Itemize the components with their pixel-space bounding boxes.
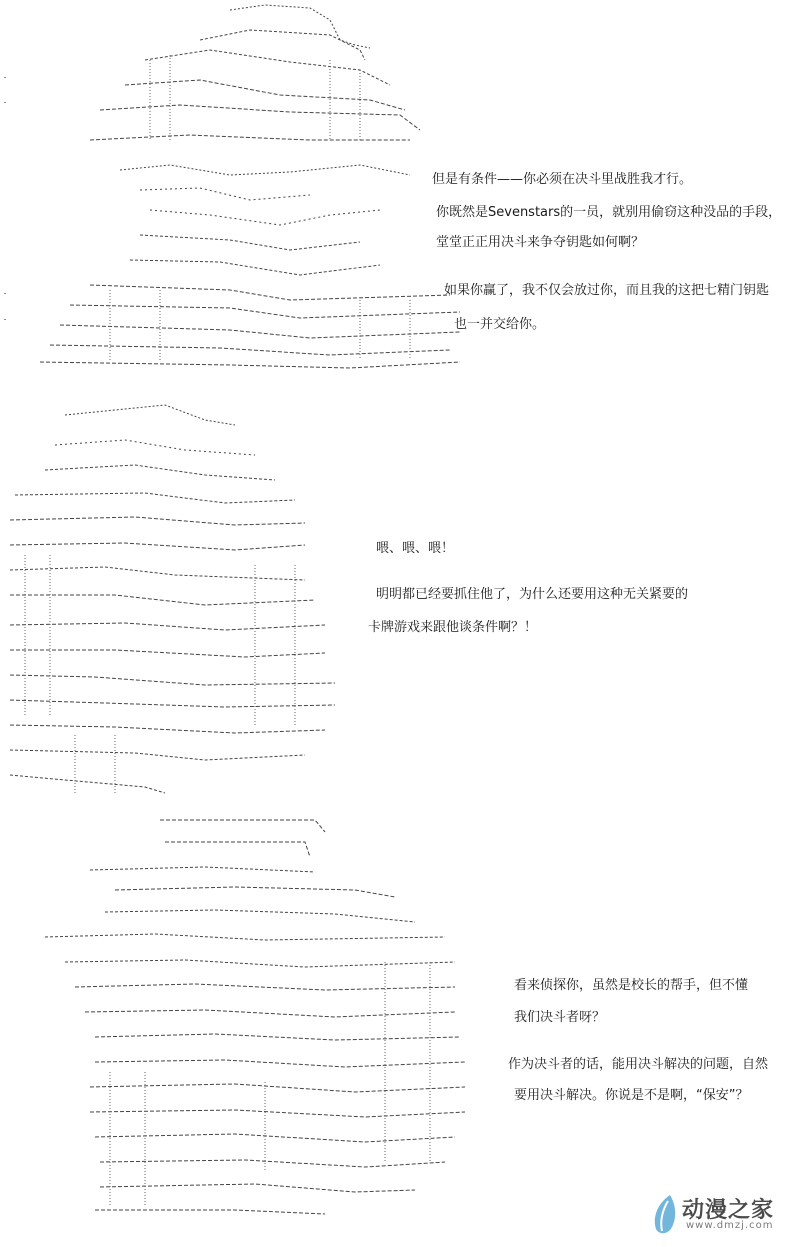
margin-tick	[4, 102, 6, 103]
ascii-art-figure-shouting	[5, 395, 340, 800]
feather-drop-icon	[648, 1193, 682, 1241]
dialog-box-2	[368, 541, 768, 641]
dialog-box-3	[508, 978, 798, 1108]
panel-2	[0, 395, 800, 805]
dialog-line: 明明都已经要抓住他了，为什么还要用这种无关紧要的	[376, 587, 689, 602]
dialog-line: 作为决斗者的话，能用决斗解决的问题，自然	[508, 1057, 769, 1072]
dialog-line: 堂堂正正用决斗来争夺钥匙如何啊？	[436, 235, 645, 250]
dialog-line: 看来侦探你，虽然是校长的帮手，但不懂	[514, 978, 749, 993]
dialog-box-1	[428, 172, 800, 342]
dialog-line: 喂、喂、喂！	[376, 541, 455, 556]
dialog-line: 但是有条件——你必须在决斗里战胜我才行。	[432, 172, 693, 187]
site-watermark	[640, 1189, 790, 1239]
panel-1	[0, 0, 800, 380]
panel-3	[0, 812, 800, 1242]
ascii-art-figure-hat	[30, 0, 460, 370]
dialog-line: 卡牌游戏来跟他谈条件啊？！	[368, 620, 538, 635]
dialog-line: 也一并交给你。	[454, 317, 546, 332]
watermark-url: www.dmzj.com	[686, 1220, 774, 1231]
margin-tick	[4, 319, 6, 320]
dialog-line: 要用决斗解决。你说是不是啊，“保安”？	[514, 1088, 749, 1103]
dialog-line: 如果你赢了，我不仅会放过你，而且我的这把七精门钥匙	[444, 283, 770, 298]
dialog-line: 我们决斗者呀？	[514, 1010, 606, 1025]
ascii-art-figure-duelist	[35, 812, 475, 1222]
margin-tick	[4, 77, 6, 78]
dialog-line: 你既然是Sevenstars的一员，就别用偷窃这种没品的手段，	[436, 205, 782, 220]
watermark-brand: 动漫之家	[682, 1198, 775, 1223]
margin-tick	[4, 293, 6, 294]
